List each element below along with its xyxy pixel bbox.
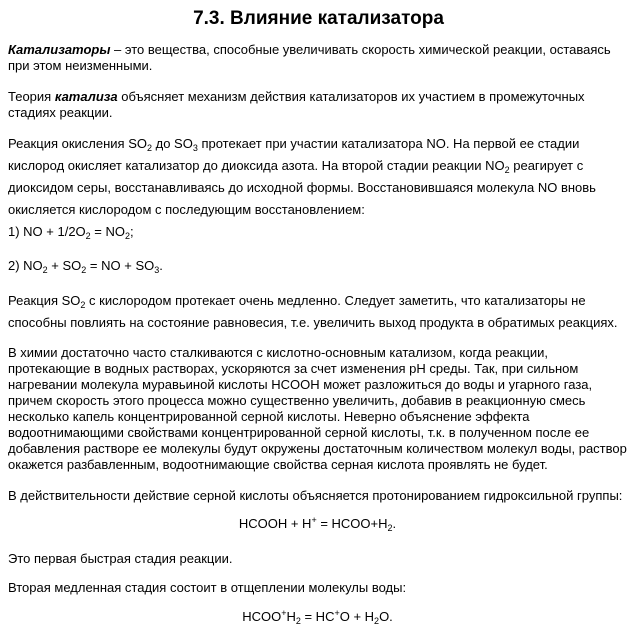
subscript: 2 [125, 231, 131, 241]
text: = HCOO+H [316, 516, 388, 531]
text: Реакция SO [8, 293, 81, 308]
term-catalysis: катализа [54, 89, 118, 104]
subscript: 3 [192, 143, 198, 153]
subscript: 2 [387, 523, 393, 533]
text: HCOO [242, 609, 282, 624]
text: 1) NO + 1/2O [8, 224, 86, 239]
text: с кислородом протекает очень медленно. Следует заметить, что катализаторы не способны повлиять на состояние равновесия, т.е. увеличить выход продукта в обратимых реакциях. [8, 293, 618, 330]
term-catalysts: Катализаторы [8, 42, 111, 57]
text: O. [379, 609, 393, 624]
text: протекает при участии катализатора NO. На первой ее стадии кислород окисляет катализатор до диоксида азота. На второй стадии реакции NO [8, 136, 580, 173]
text: Теория [8, 89, 55, 104]
paragraph-second-stage: Вторая медленная стадия состоит в отщеплении молекулы воды: [8, 580, 407, 595]
text: O + H [339, 609, 375, 624]
text: = HC [300, 609, 335, 624]
text: = NO + SO [86, 258, 155, 273]
superscript: + [334, 608, 340, 618]
equation-3 [8, 516, 627, 532]
subscript: 2 [374, 616, 380, 626]
paragraph-so2-oxidation [8, 133, 627, 221]
equation-2 [8, 258, 627, 274]
subscript: 2 [85, 231, 91, 241]
text: H [286, 609, 296, 624]
superscript: + [281, 608, 287, 618]
subscript: 2 [146, 143, 152, 153]
text: . [159, 258, 163, 273]
subscript: 2 [81, 265, 87, 275]
equation-4 [8, 609, 627, 625]
text: до SO [152, 136, 193, 151]
subscript: 2 [504, 165, 510, 175]
text: – это вещества, способные увеличивать скорость химической реакции, оставаясь при этом неизменными. [8, 42, 611, 73]
paragraph-catalysis-theory [8, 89, 627, 121]
text: HCOOH + H [238, 516, 312, 531]
text: + SO [47, 258, 82, 273]
subscript: 3 [154, 265, 160, 275]
equation-1 [8, 224, 627, 240]
paragraph-acid-base-catalysis: В химии достаточно часто сталкиваются с кислотно-основным катализом, когда реакции, протекающие в водных растворах, ускоряются за счет изменения pH среды. Так, при сильном нагревании молекула муравьиной кислоты HCOOH может разложиться до воды и угарного газа, причем скорость этого процесса можно существенно увеличить, добавив в реакционную смесь несколько капель концентрированной серной кислоты. Неверно объяснение эффекта водоотнимающими свойствами концентрированной серной кислоты, т.к. в полученном после ее добавления растворе ее молекулы будут окружены достаточным количеством молекул воды, раствор окажется разбавленным, водоотнимающие свойства серная кислота проявлять не будет. [8, 345, 627, 472]
paragraph-protonation: В действительности действие серной кислоты объясняется протонированием гидроксильной группы: [8, 488, 623, 503]
paragraph-catalysts-definition [8, 42, 627, 74]
paragraph-equilibrium-note [8, 290, 627, 334]
subscript: 2 [295, 616, 301, 626]
text: = NO [90, 224, 126, 239]
text: . [392, 516, 397, 531]
subscript: 2 [80, 300, 86, 310]
subscript: 2 [42, 265, 48, 275]
paragraph-first-stage: Это первая быстрая стадия реакции. [8, 551, 233, 566]
text: реагирует с диоксидом серы, восстанавливаясь до исходной формы. Восстановившаяся молекула NO вновь окисляется кислородом с последующим восстановлением: [8, 158, 596, 217]
text: Реакция окисления SO [8, 136, 147, 151]
text: объясняет механизм действия катализаторов их участием в промежуточных стадиях реакции. [8, 89, 585, 120]
text: 2) NO [8, 258, 43, 273]
page-title: 7.3. Влияние катализатора [193, 8, 444, 29]
superscript: + [311, 515, 317, 525]
text: ; [130, 224, 134, 239]
